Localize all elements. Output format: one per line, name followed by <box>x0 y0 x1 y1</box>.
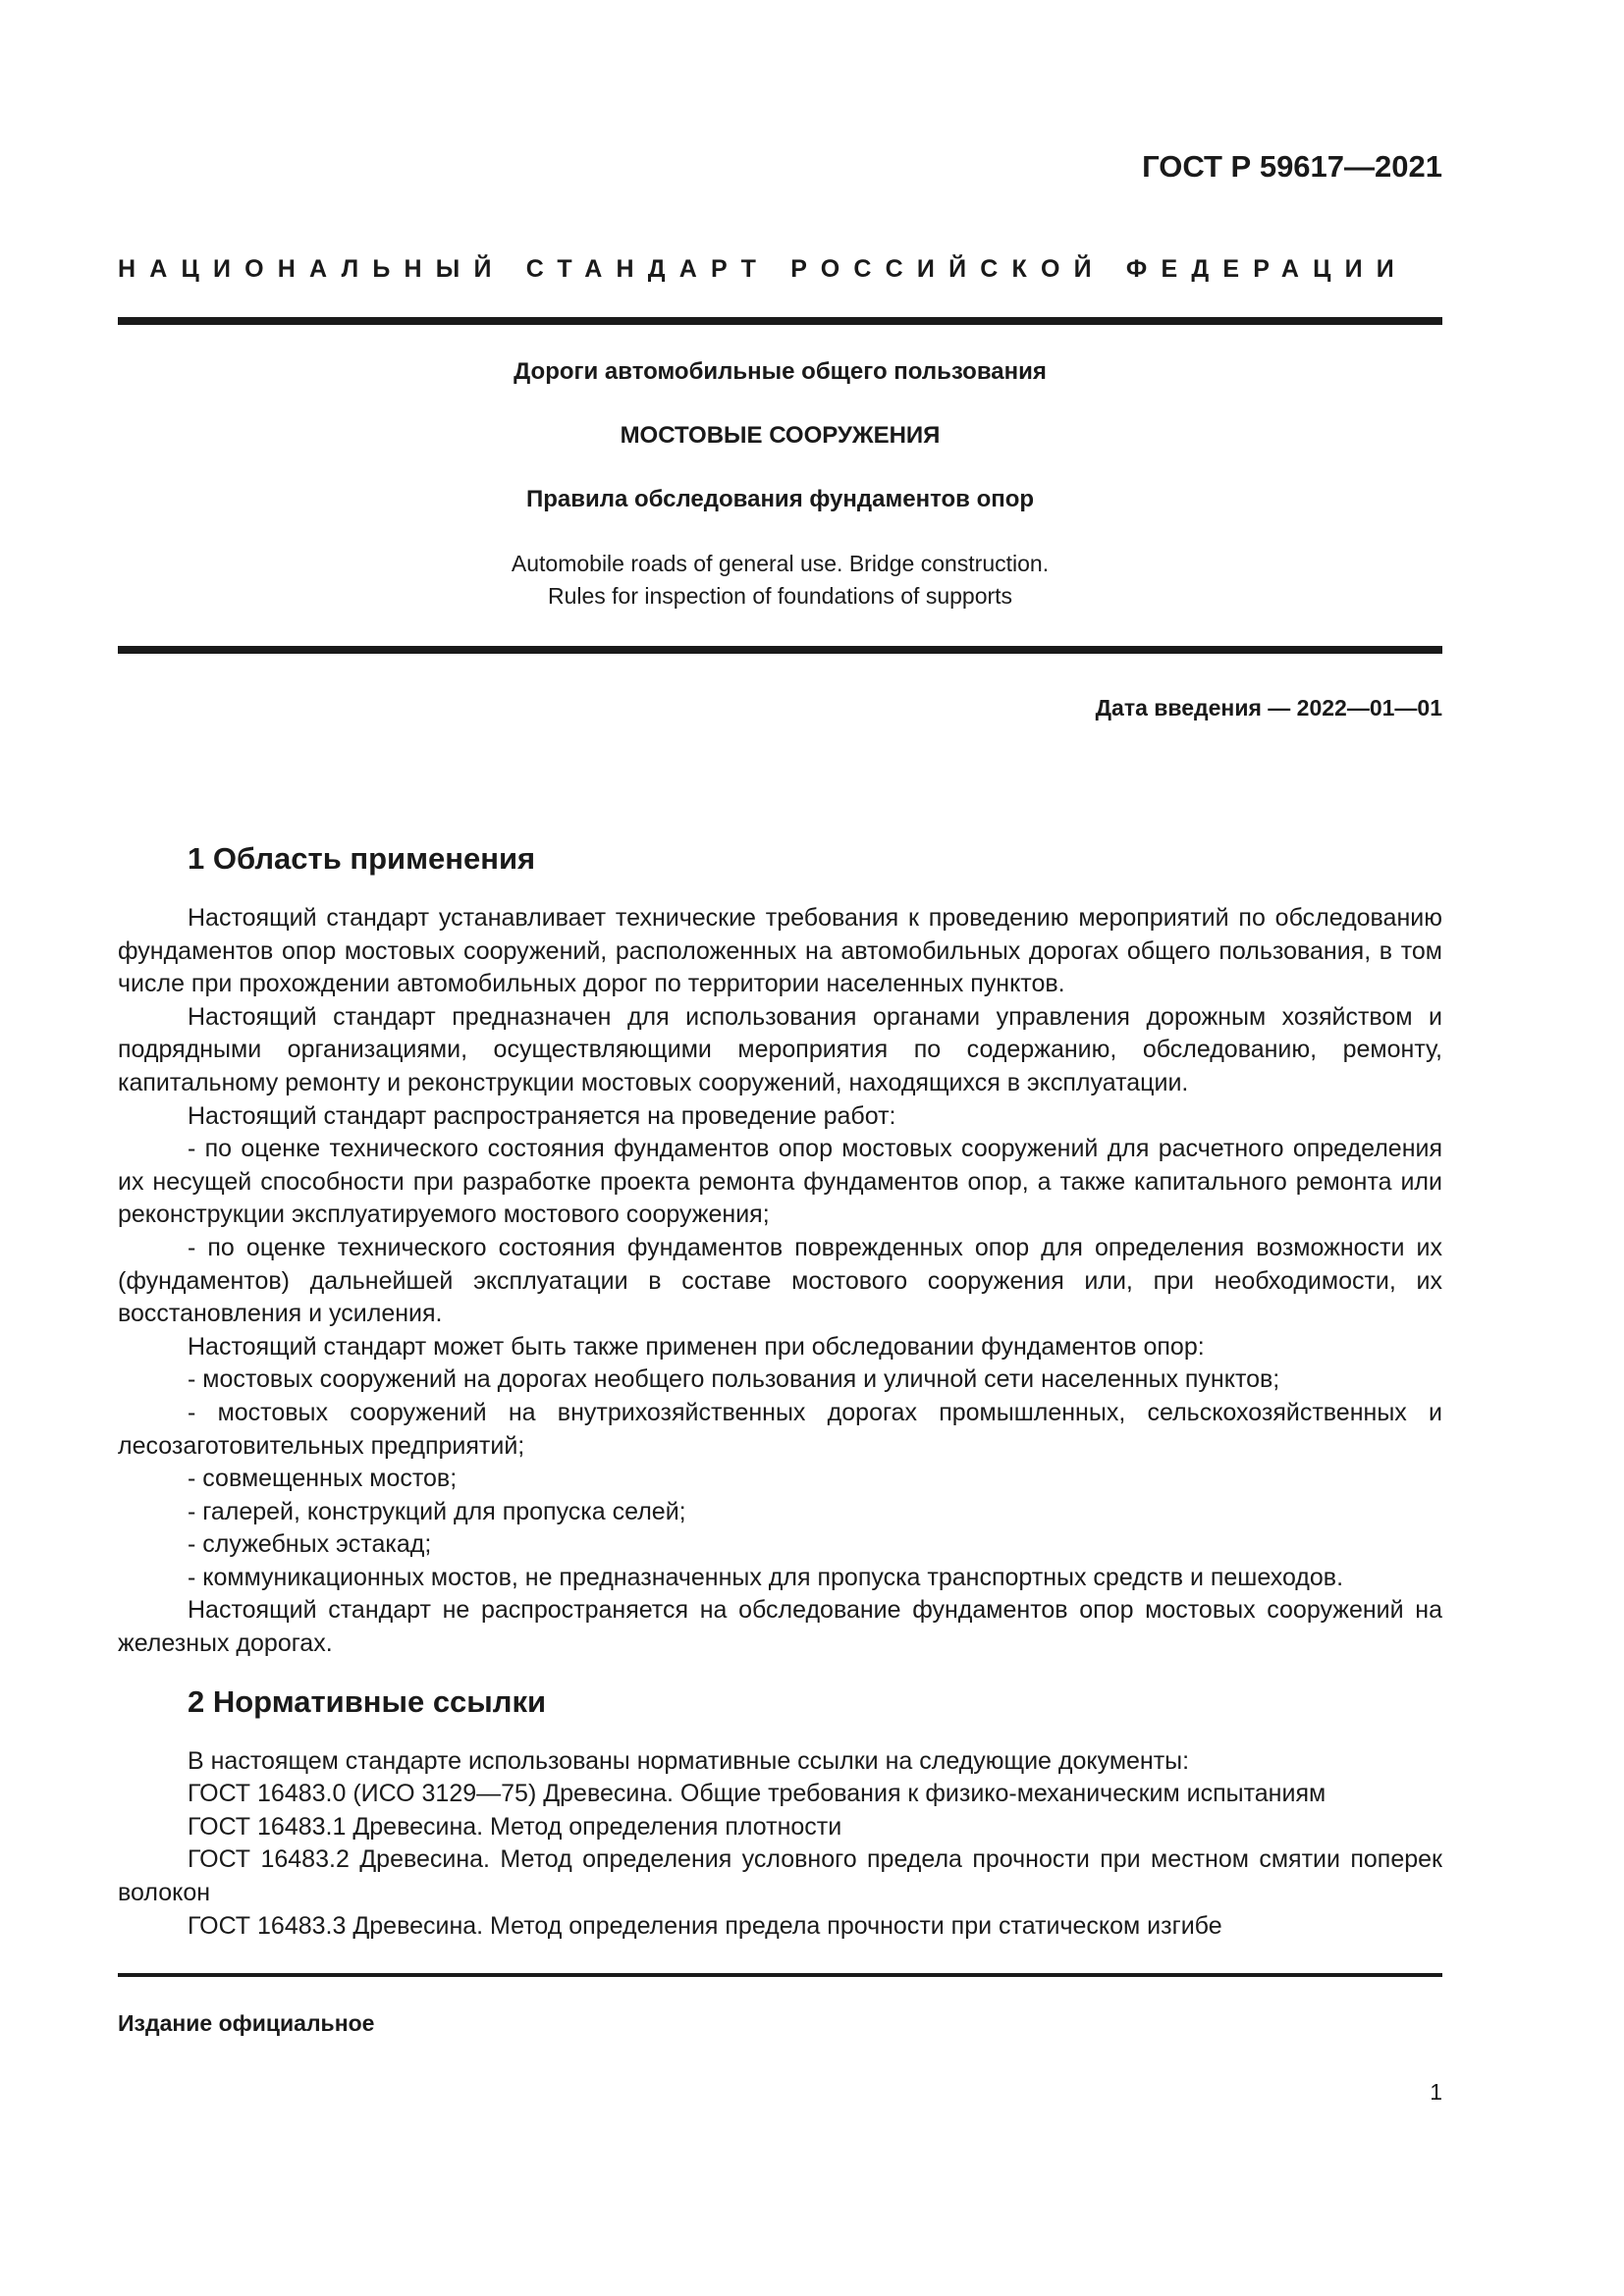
official-edition-label: Издание официальное <box>118 2010 375 2036</box>
s1-list-item: - совмещенных мостов; <box>188 1465 458 1493</box>
s1-list-item: - галерей, конструкций для пропуска селей; <box>188 1497 686 1525</box>
s1-paragraph: Настоящий стандарт предназначен для использования органами управления дорожным хозяйством и подрядными организациями, осуществляющими мероприятия по содержанию, обследованию, ремонту, капитальному ремонту и реконструкции мостовых сооружений, находящихся в эксплуатации. <box>118 1002 1442 1096</box>
s1-list-item: - по оценке технического состояния фундаментов опор мостовых сооружений для расчетного определения их несущей способности при разработке проекта ремонта фундаментов опор, а также капитального ремонта или реконструкции эксплуатируемого мостового сооружения; <box>118 1135 1442 1229</box>
s2-reference: ГОСТ 16483.2 Древесина. Метод определения условного предела прочности при местном смятии поперек волокон <box>118 1845 1442 1907</box>
s2-paragraph: В настоящем стандарте использованы нормативные ссылки на следующие документы: <box>188 1746 1190 1775</box>
document-number: ГОСТ Р 59617—2021 <box>1142 149 1442 184</box>
section-1-heading: 1 Область применения <box>188 841 536 876</box>
national-standard-banner: НАЦИОНАЛЬНЫЙ СТАНДАРТ РОССИЙСКОЙ ФЕДЕРАЦИИ <box>118 255 1408 283</box>
s1-list-item: - служебных эстакад; <box>188 1530 432 1559</box>
header-divider <box>118 317 1442 325</box>
introduction-date: Дата введения — 2022—01—01 <box>1095 695 1442 721</box>
s1-list-item: - коммуникационных мостов, не предназначенных для пропуска транспортных средств и пешеходов. <box>188 1563 1344 1591</box>
title-divider <box>118 646 1442 654</box>
s1-paragraph: Настоящий стандарт распространяется на проведение работ: <box>188 1101 896 1130</box>
s1-paragraph: Настоящий стандарт не распространяется на обследование фундаментов опор мостовых сооружений на железных дорогах. <box>118 1596 1442 1658</box>
s1-list-item: - по оценке технического состояния фундаментов поврежденных опор для определения возможности их (фундаментов) дальнейшей эксплуатации в составе мостового сооружения или, при необходимости, их восстановления и усиления. <box>118 1233 1442 1328</box>
s1-list-item: - мостовых сооружений на дорогах необщего пользования и уличной сети населенных пунктов; <box>188 1365 1280 1394</box>
title-subject: Правила обследования фундаментов опор <box>525 486 1035 512</box>
s2-reference: ГОСТ 16483.0 (ИСО 3129—75) Древесина. Общие требования к физико-механическим испытаниям <box>188 1780 1326 1808</box>
s1-list-item: - мостовых сооружений на внутрихозяйственных дорогах промышленных, сельскохозяйственных и лесозаготовительных предприятий; <box>118 1398 1442 1460</box>
title-domain: Дороги автомобильные общего пользования <box>514 358 1047 385</box>
english-title-line-1: Automobile roads of general use. Bridge construction. <box>511 551 1050 576</box>
section-2-heading: 2 Нормативные ссылки <box>188 1683 547 1719</box>
s2-reference: ГОСТ 16483.1 Древесина. Метод определения плотности <box>188 1812 842 1841</box>
s1-paragraph: Настоящий стандарт может быть также применен при обследовании фундаментов опор: <box>188 1332 1205 1361</box>
page-number: 1 <box>1430 2079 1442 2105</box>
s2-reference: ГОСТ 16483.3 Древесина. Метод определения предела прочности при статическом изгибе <box>188 1911 1222 1940</box>
s1-paragraph: Настоящий стандарт устанавливает технические требования к проведению мероприятий по обследованию фундаментов опор мостовых сооружений, расположенных на автомобильных дорогах общего пользования, в том числе при прохождении автомобильных дорог по территории населенных пунктов. <box>118 904 1442 998</box>
document-body <box>118 839 1442 1943</box>
english-title-line-2: Rules for inspection of foundations of supports <box>547 583 1013 609</box>
footer-divider <box>118 1973 1442 1977</box>
title-main: МОСТОВЫЕ СООРУЖЕНИЯ <box>620 422 941 449</box>
english-title <box>118 548 1442 613</box>
